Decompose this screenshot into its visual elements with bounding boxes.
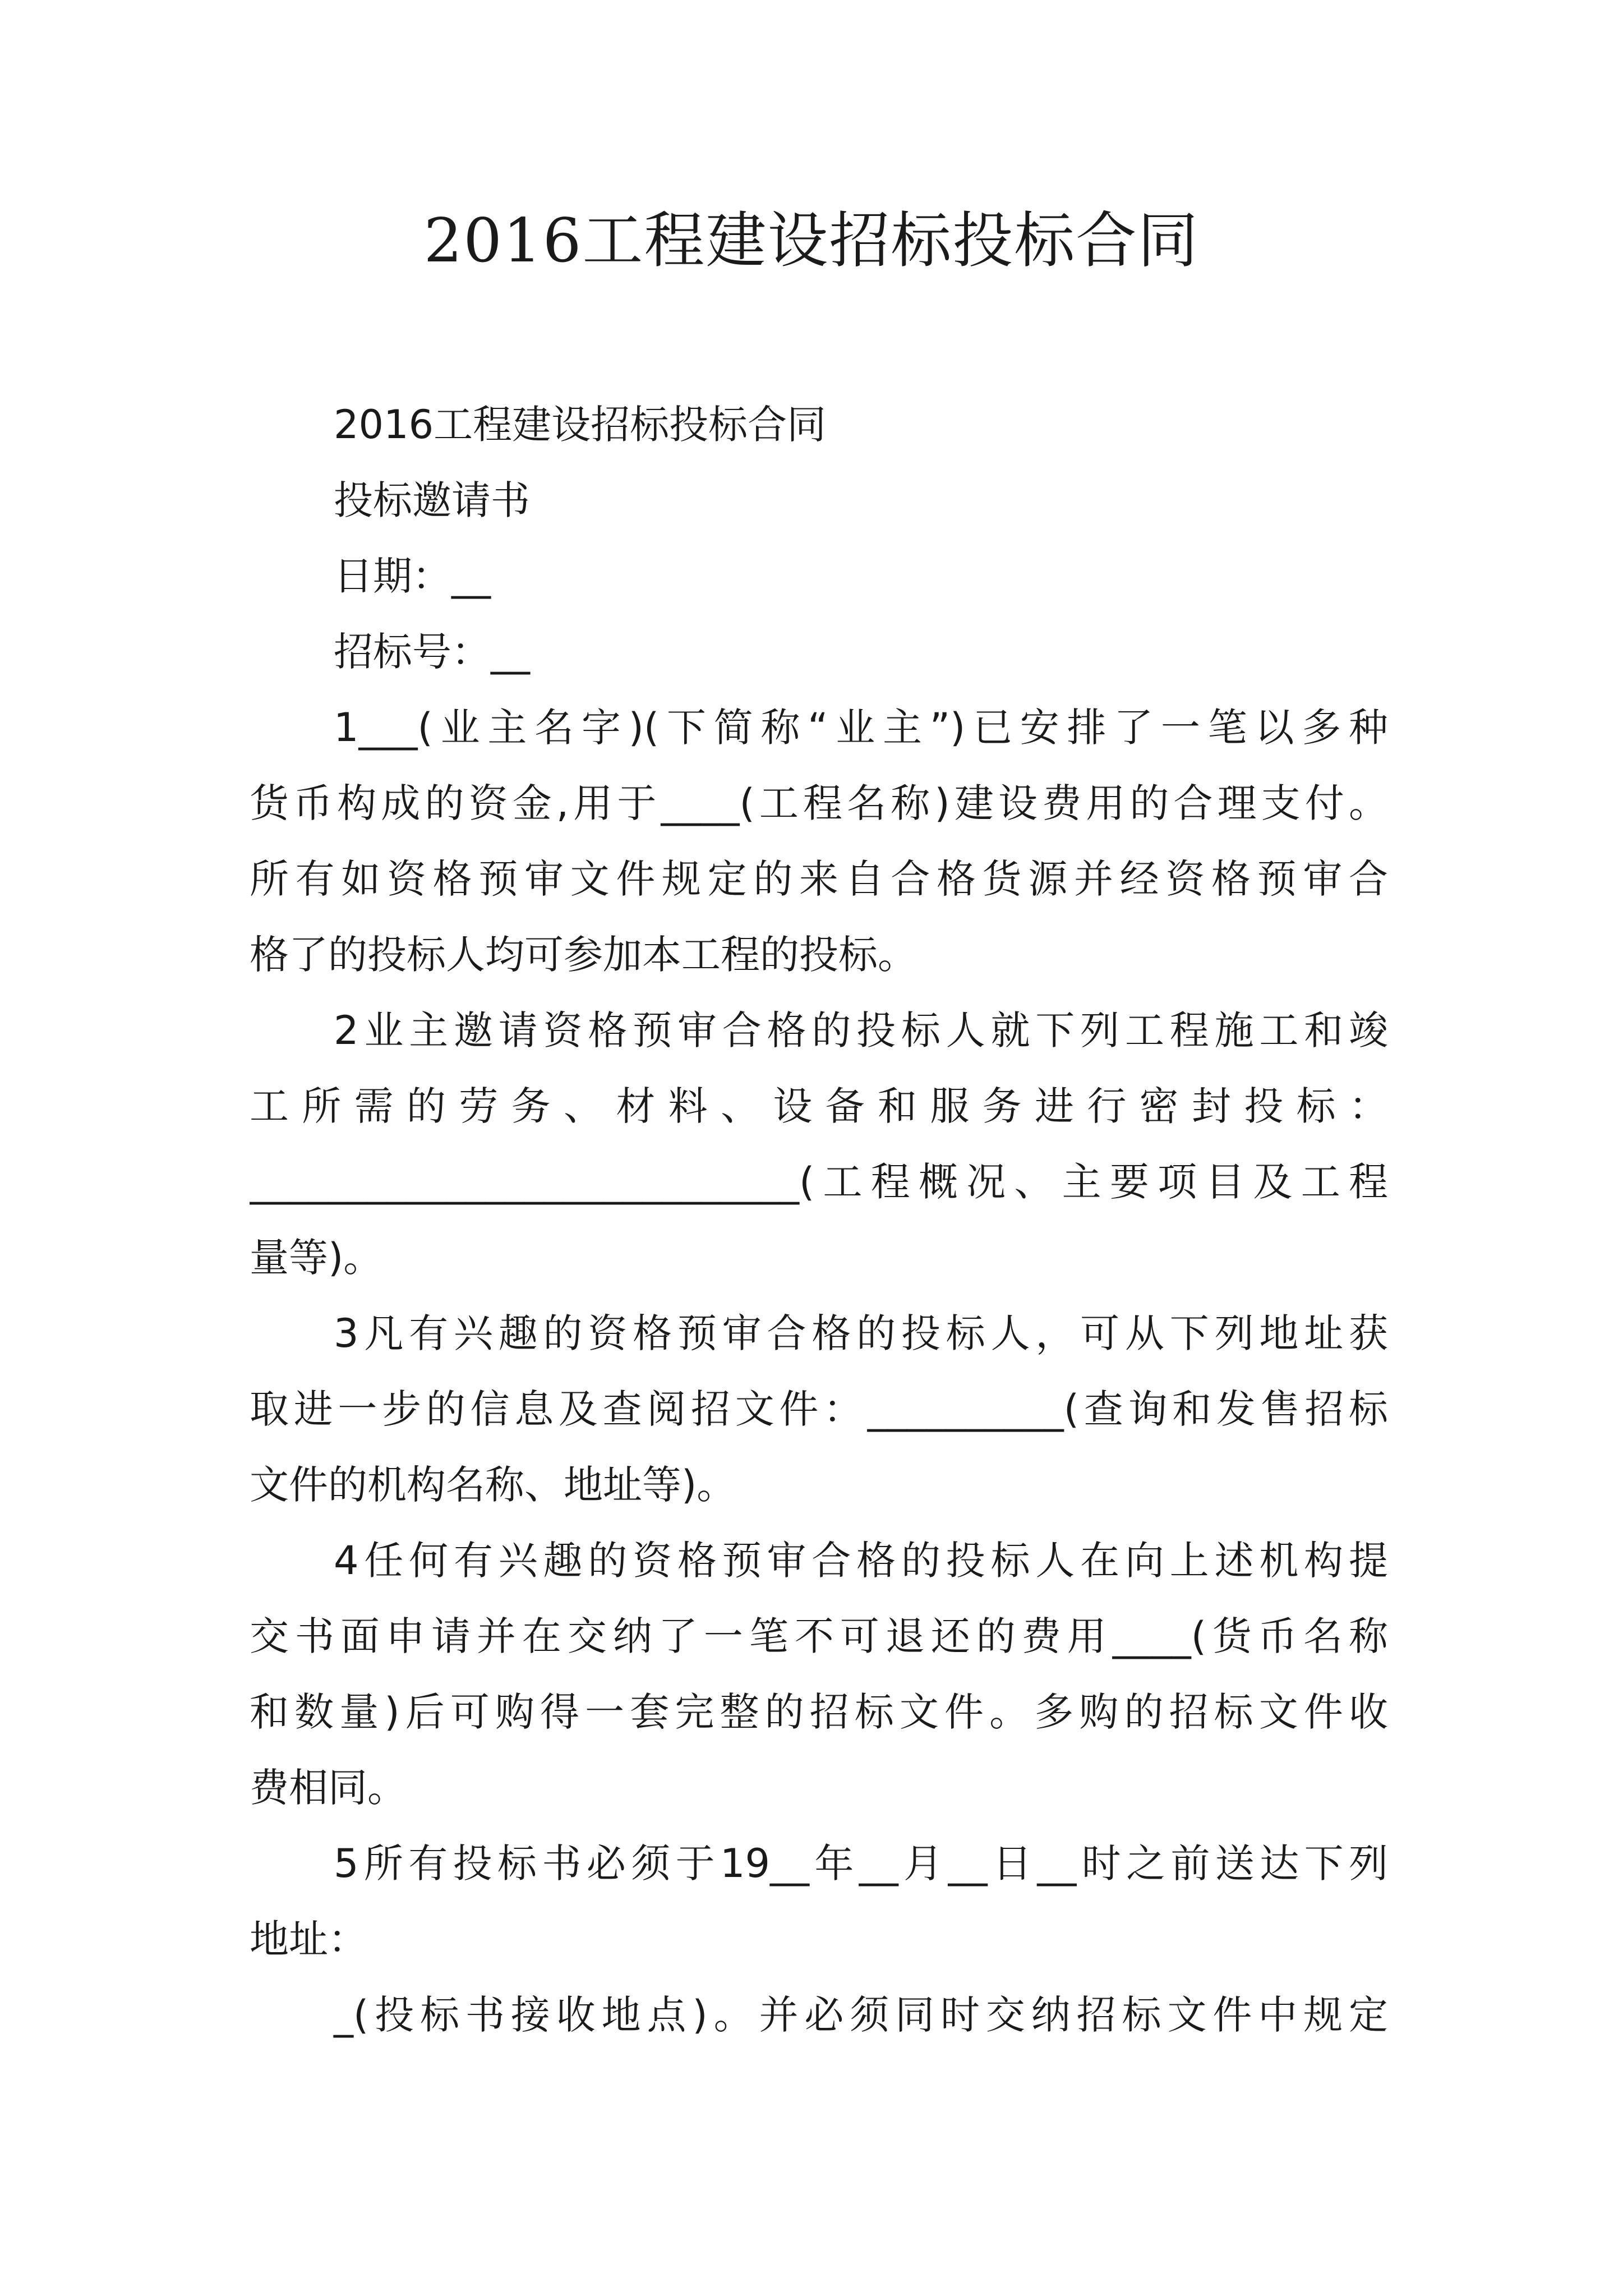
body-line: 5所有投标书必须于19__年__月__日__时之前送达下列 — [334, 1841, 1388, 1887]
body-line: 量等)。 — [250, 1235, 383, 1281]
body-line-invitation-title: 投标邀请书 — [334, 477, 530, 523]
body-line: 文件的机构名称、地址等)。 — [250, 1462, 736, 1508]
body-line: 4任何有兴趣的资格预审合格的投标人在向上述机构提 — [334, 1538, 1388, 1584]
body-line-heading: 2016工程建设招标投标合同 — [334, 402, 827, 448]
body-line: ____________________________(工程概况、主要项目及工程 — [250, 1159, 1388, 1205]
body-line: 所有如资格预审文件规定的来自合格货源并经资格预审合 — [250, 856, 1388, 902]
document-title: 2016工程建设招标投标合同 — [423, 206, 1200, 276]
body-line: 货币构成的资金,用于____(工程名称)建设费用的合理支付。 — [250, 780, 1388, 826]
body-line: 取进一步的信息及查阅招文件：__________(查询和发售招标 — [250, 1386, 1388, 1432]
body-line-tender-number: 招标号：__ — [334, 629, 530, 675]
body-line: _(投标书接收地点)。并必须同时交纳招标文件中规定 — [334, 1992, 1388, 2038]
body-line: 格了的投标人均可参加本工程的投标。 — [250, 932, 917, 978]
body-line: 1___(业主名字)(下简称“业主”)已安排了一笔以多种 — [334, 705, 1388, 751]
body-line: 费相同。 — [250, 1765, 407, 1811]
body-line: 交书面申请并在交纳了一笔不可退还的费用____(货币名称 — [250, 1613, 1388, 1659]
body-line: 地址： — [250, 1916, 367, 1962]
body-line: 和数量)后可购得一套完整的招标文件。多购的招标文件收 — [250, 1689, 1388, 1735]
body-line: 工所需的劳务、材料、设备和服务进行密封投标： — [250, 1083, 1388, 1129]
body-line-date: 日期：__ — [334, 553, 491, 599]
body-line: 2业主邀请资格预审合格的投标人就下列工程施工和竣 — [334, 1007, 1388, 1053]
document-body — [250, 387, 1388, 2053]
body-line: 3凡有兴趣的资格预审合格的投标人，可从下列地址获 — [334, 1310, 1388, 1356]
